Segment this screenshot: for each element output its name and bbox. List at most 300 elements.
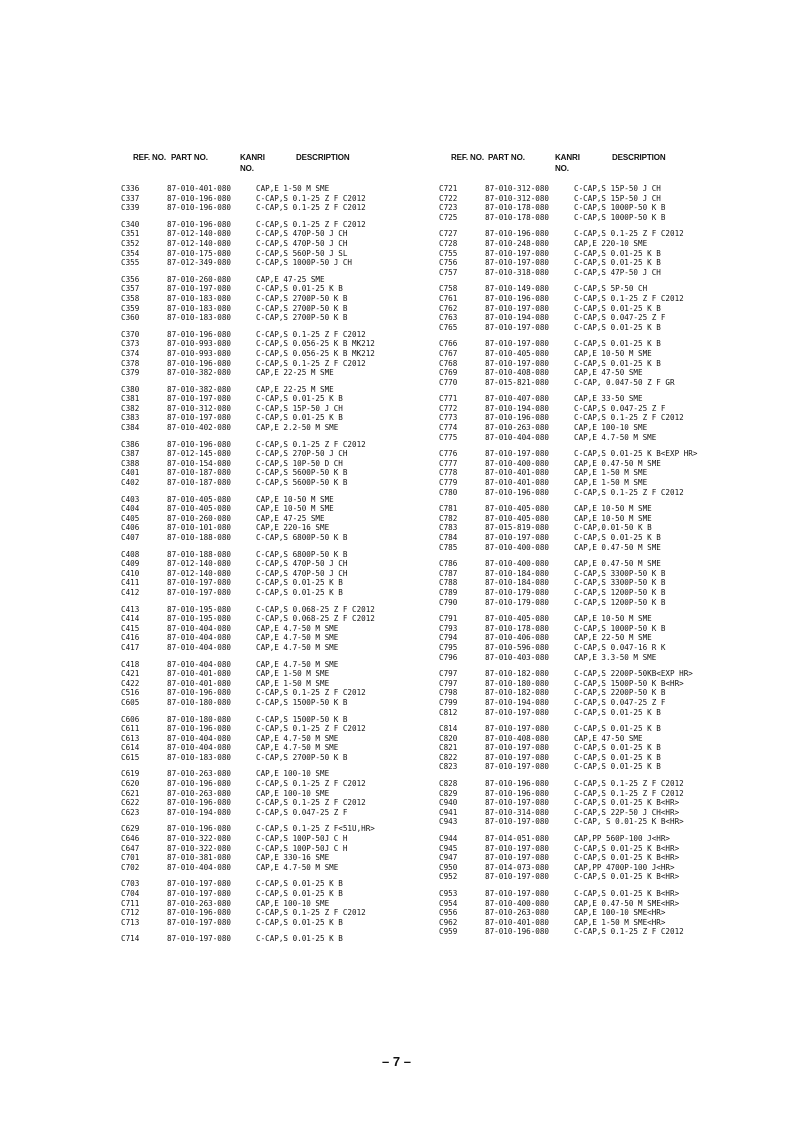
part-no: 87-010-404-080 bbox=[167, 633, 232, 643]
description: CAP,E 1-50 M SME bbox=[574, 468, 648, 478]
part-no: 87-010-179-080 bbox=[485, 597, 550, 607]
description: C-CAP,S 0.047-25 Z F bbox=[256, 807, 348, 817]
parts-row bbox=[121, 284, 451, 294]
parts-row bbox=[121, 504, 451, 514]
part-no: 87-010-196-080 bbox=[167, 203, 232, 213]
ref-no: C791 bbox=[439, 614, 458, 624]
description: C-CAP,S 15P-50 J CH bbox=[574, 184, 661, 193]
ref-no: C611 bbox=[121, 724, 140, 734]
ref-no: C381 bbox=[121, 394, 140, 404]
parts-row bbox=[439, 323, 769, 333]
parts-row bbox=[439, 834, 769, 844]
parts-row bbox=[439, 468, 769, 478]
part-no: 87-010-197-080 bbox=[485, 358, 550, 368]
parts-group bbox=[121, 385, 451, 433]
description: C-CAP,S 0.01-25 K B bbox=[574, 752, 661, 762]
kanri-no-header-line2: NO. bbox=[240, 164, 254, 173]
part-no: 87-010-188-080 bbox=[167, 533, 232, 542]
part-no: 87-010-197-080 bbox=[485, 303, 550, 313]
description: C-CAP,S 0.1-25 Z F C2012 bbox=[574, 487, 684, 497]
part-no: 87-010-401-080 bbox=[167, 669, 232, 679]
ref-no: C798 bbox=[439, 688, 458, 698]
parts-group bbox=[121, 715, 451, 763]
part-no: 87-010-101-080 bbox=[167, 523, 232, 533]
part-no: 87-010-408-080 bbox=[485, 368, 550, 378]
description: C-CAP,S 100P-50J C H bbox=[256, 834, 348, 844]
description: C-CAP,S 1000P-50 K B bbox=[574, 203, 666, 213]
part-no: 87-010-196-080 bbox=[485, 927, 550, 937]
ref-no: C945 bbox=[439, 843, 458, 853]
parts-row bbox=[121, 808, 451, 818]
ref-no: C646 bbox=[121, 834, 140, 844]
ref-no: C778 bbox=[439, 468, 458, 478]
ref-no: C797 bbox=[439, 669, 458, 679]
description: C-CAP,S 1200P-50 K B bbox=[574, 587, 666, 597]
description: C-CAP,S 0.01-25 K B bbox=[574, 533, 661, 542]
ref-no: C711 bbox=[121, 898, 140, 908]
parts-row bbox=[121, 715, 451, 725]
parts-row bbox=[439, 853, 769, 863]
ref-no: C814 bbox=[439, 724, 458, 734]
ref-no: C355 bbox=[121, 258, 140, 268]
part-no: 87-010-183-080 bbox=[167, 303, 232, 313]
part-no: 87-010-197-080 bbox=[167, 889, 232, 898]
description: C-CAP,S 0.01-25 K B<HR> bbox=[574, 843, 680, 853]
ref-no: C773 bbox=[439, 413, 458, 423]
part-no: 87-010-197-080 bbox=[485, 843, 550, 853]
description: C-CAP,S 15P-50 J CH bbox=[574, 193, 661, 203]
ref-no: C789 bbox=[439, 587, 458, 597]
ref-no: C340 bbox=[121, 219, 140, 229]
part-no: 87-010-405-080 bbox=[167, 494, 232, 504]
parts-group bbox=[439, 449, 769, 497]
parts-row bbox=[121, 769, 451, 779]
ref-no: C757 bbox=[439, 267, 458, 277]
part-no: 87-010-188-080 bbox=[167, 549, 232, 559]
description: C-CAP,S 270P-50 J CH bbox=[256, 449, 348, 459]
part-no: 87-010-260-080 bbox=[167, 513, 232, 523]
ref-no: C413 bbox=[121, 604, 140, 614]
parts-row bbox=[121, 934, 451, 944]
ref-no: C516 bbox=[121, 688, 140, 698]
description: C-CAP,S 0.01-25 K B bbox=[574, 322, 661, 332]
ref-no: C947 bbox=[439, 853, 458, 863]
part-no: 87-010-182-080 bbox=[485, 688, 550, 698]
ref-no: C356 bbox=[121, 274, 140, 284]
ref-no: C402 bbox=[121, 478, 140, 488]
part-no: 87-010-183-080 bbox=[167, 752, 232, 762]
parts-row bbox=[439, 404, 769, 414]
ref-no: C772 bbox=[439, 403, 458, 413]
parts-row bbox=[121, 478, 451, 488]
ref-no: C782 bbox=[439, 513, 458, 523]
ref-no: C357 bbox=[121, 284, 140, 294]
parts-row bbox=[121, 824, 451, 834]
parts-row bbox=[439, 908, 769, 918]
part-no: 87-010-401-080 bbox=[167, 184, 232, 193]
ref-no: C351 bbox=[121, 229, 140, 239]
part-no: 87-010-404-080 bbox=[167, 623, 232, 633]
parts-row bbox=[121, 203, 451, 213]
part-no: 87-010-187-080 bbox=[167, 468, 232, 478]
ref-no: C621 bbox=[121, 788, 140, 798]
description: C-CAP,S 0.068-25 Z F C2012 bbox=[256, 604, 375, 614]
parts-row bbox=[439, 304, 769, 314]
ref-no: C622 bbox=[121, 798, 140, 808]
ref-no: C613 bbox=[121, 733, 140, 743]
parts-row bbox=[439, 698, 769, 708]
parts-row bbox=[121, 863, 451, 873]
parts-row bbox=[439, 633, 769, 643]
part-no: 87-010-197-080 bbox=[167, 934, 232, 944]
parts-group bbox=[121, 879, 451, 927]
part-no: 87-010-182-080 bbox=[485, 669, 550, 679]
description: C-CAP,S 0.01-25 K B bbox=[574, 258, 661, 268]
description: CAP,E 4.7-50 M SME bbox=[574, 432, 657, 442]
ref-no: C408 bbox=[121, 549, 140, 559]
parts-row bbox=[439, 543, 769, 553]
parts-row bbox=[439, 918, 769, 928]
description: C-CAP,S 1500P-50 K B bbox=[256, 697, 348, 707]
parts-list-left bbox=[121, 184, 451, 951]
part-no: 87-010-404-080 bbox=[167, 733, 232, 743]
description: C-CAP,S 1200P-50 K B bbox=[574, 597, 666, 607]
parts-group bbox=[439, 834, 769, 882]
parts-row bbox=[439, 229, 769, 239]
description: CAP,E 330-16 SME bbox=[256, 853, 330, 863]
part-no: 87-010-382-080 bbox=[167, 384, 232, 394]
part-no: 87-010-197-080 bbox=[167, 917, 232, 927]
part-no: 87-010-196-080 bbox=[485, 293, 550, 303]
parts-row bbox=[121, 624, 451, 634]
description: C-CAP,S 1500P-50 K B bbox=[256, 714, 348, 724]
description: C-CAP,S 0.1-25 Z F C2012 bbox=[256, 908, 366, 918]
description: C-CAP,S 470P-50 J CH bbox=[256, 229, 348, 239]
ref-no: C794 bbox=[439, 633, 458, 643]
part-no: 87-010-312-080 bbox=[485, 184, 550, 193]
description: C-CAP,S 2700P-50 K B bbox=[256, 293, 348, 303]
parts-row bbox=[439, 213, 769, 223]
parts-group bbox=[121, 440, 451, 488]
kanri-no-header-line1: KANRI bbox=[240, 153, 265, 162]
ref-no: C725 bbox=[439, 212, 458, 222]
part-no: 87-010-197-080 bbox=[167, 284, 232, 294]
description: CAP,E 4.7-50 M SME bbox=[256, 659, 339, 669]
description: CAP,E 100-10 SME bbox=[256, 769, 330, 779]
ref-no: C384 bbox=[121, 423, 140, 433]
ref-no: C770 bbox=[439, 377, 458, 387]
description: C-CAP,S 0.01-25 K B<HR> bbox=[574, 853, 680, 863]
parts-row bbox=[121, 834, 451, 844]
part-no: 87-010-263-080 bbox=[167, 769, 232, 779]
description: C-CAP,S 3300P-50 K B bbox=[574, 568, 666, 578]
parts-row bbox=[121, 294, 451, 304]
description: C-CAP,S 0.01-25 K B bbox=[574, 724, 661, 734]
part-no: 87-010-196-080 bbox=[167, 724, 232, 734]
ref-no: C615 bbox=[121, 752, 140, 762]
ref-no: C823 bbox=[439, 762, 458, 772]
description: C-CAP,S 0.01-25 K B bbox=[256, 934, 343, 944]
parts-row bbox=[121, 194, 451, 204]
description: C-CAP,S 2700P-50 K B bbox=[256, 752, 348, 762]
parts-row bbox=[439, 359, 769, 369]
part-no: 87-010-401-080 bbox=[167, 678, 232, 688]
ref-no: C954 bbox=[439, 898, 458, 908]
parts-row bbox=[439, 249, 769, 259]
part-no: 87-010-400-080 bbox=[485, 559, 550, 569]
parts-row bbox=[439, 184, 769, 194]
part-no: 87-010-187-080 bbox=[167, 478, 232, 488]
parts-row bbox=[439, 488, 769, 498]
description: C-CAP,S 0.01-25 K B bbox=[256, 917, 343, 927]
parts-group bbox=[121, 550, 451, 598]
ref-no: C762 bbox=[439, 303, 458, 313]
part-no: 87-010-197-080 bbox=[485, 798, 550, 808]
part-no: 87-015-821-080 bbox=[485, 377, 550, 387]
parts-row bbox=[121, 753, 451, 763]
parts-group bbox=[121, 495, 451, 543]
description: C-CAP,S 5P-50 CH bbox=[574, 284, 648, 294]
parts-row bbox=[439, 413, 769, 423]
description: CAP,E 100-10 SME bbox=[256, 898, 330, 908]
ref-no: C703 bbox=[121, 879, 140, 889]
parts-row bbox=[439, 459, 769, 469]
parts-row bbox=[121, 339, 451, 349]
ref-no: C953 bbox=[439, 889, 458, 898]
parts-row bbox=[439, 523, 769, 533]
parts-group bbox=[121, 184, 451, 213]
ref-no: C769 bbox=[439, 368, 458, 378]
description: C-CAP,S 0.1-25 Z F C2012 bbox=[256, 203, 366, 213]
parts-row bbox=[121, 313, 451, 323]
part-no: 87-010-197-080 bbox=[485, 817, 550, 827]
parts-group bbox=[439, 889, 769, 937]
ref-no: C403 bbox=[121, 494, 140, 504]
ref-no: C406 bbox=[121, 523, 140, 533]
description: C-CAP,S 0.01-25 K B<EXP HR> bbox=[574, 449, 698, 459]
parts-row bbox=[121, 844, 451, 854]
ref-no: C727 bbox=[439, 229, 458, 239]
description: C-CAP,S 0.1-25 Z F C2012 bbox=[574, 779, 684, 789]
parts-row bbox=[439, 789, 769, 799]
parts-row bbox=[439, 194, 769, 204]
description: C-CAP,S 10P-50 D CH bbox=[256, 458, 343, 468]
description: C-CAP,S 560P-50 J SL bbox=[256, 248, 348, 258]
ref-no: C421 bbox=[121, 669, 140, 679]
description: C-CAP,S 0.01-25 K B bbox=[256, 578, 343, 588]
part-no: 87-010-196-080 bbox=[167, 439, 232, 449]
ref-no: C415 bbox=[121, 623, 140, 633]
ref-no: C339 bbox=[121, 203, 140, 213]
part-no: 87-010-197-080 bbox=[167, 578, 232, 588]
ref-no: C943 bbox=[439, 817, 458, 827]
parts-group bbox=[121, 934, 451, 944]
ref-no: C776 bbox=[439, 449, 458, 459]
description: CAP,E 1-50 M SME<HR> bbox=[574, 917, 666, 927]
description: CAP,E 1-50 M SME bbox=[574, 478, 648, 488]
description: CAP,PP 4700P-100 J<HR> bbox=[574, 862, 675, 872]
parts-row bbox=[439, 449, 769, 459]
description: CAP,E 47-50 SME bbox=[574, 733, 643, 743]
ref-no-header: REF. NO. bbox=[451, 153, 484, 162]
description: C-CAP,S 0.056-25 K B MK212 bbox=[256, 339, 375, 349]
ref-no: C761 bbox=[439, 293, 458, 303]
part-no: 87-010-404-080 bbox=[167, 659, 232, 669]
description: CAP,E 1-50 M SME bbox=[256, 678, 330, 688]
description: CAP,E 10-50 M SME bbox=[256, 494, 334, 504]
description: CAP,E 220-16 SME bbox=[256, 523, 330, 533]
parts-row bbox=[439, 368, 769, 378]
ref-no: C799 bbox=[439, 697, 458, 707]
description: C-CAP,S 0.1-25 Z F C2012 bbox=[256, 724, 366, 734]
parts-row bbox=[439, 569, 769, 579]
ref-no: C790 bbox=[439, 597, 458, 607]
parts-row bbox=[439, 514, 769, 524]
part-no: 87-010-405-080 bbox=[485, 348, 550, 358]
ref-no: C713 bbox=[121, 917, 140, 927]
description: C-CAP,S 0.047-25 Z F bbox=[574, 697, 666, 707]
kanri-no-header-line1: KANRI bbox=[555, 153, 580, 162]
parts-row bbox=[121, 275, 451, 285]
description: C-CAP,S 0.01-25 K B bbox=[574, 358, 661, 368]
parts-group bbox=[121, 330, 451, 378]
description: C-CAP,S 2200P-50KB<EXP HR> bbox=[574, 669, 693, 679]
parts-group bbox=[439, 724, 769, 772]
description: C-CAP,S 0.01-25 K B bbox=[256, 394, 343, 404]
ref-no: C956 bbox=[439, 908, 458, 918]
ref-no: C620 bbox=[121, 779, 140, 789]
parts-row bbox=[439, 653, 769, 663]
part-no: 87-010-197-080 bbox=[485, 724, 550, 734]
description: C-CAP,S 0.01-25 K B bbox=[574, 743, 661, 753]
parts-row bbox=[121, 679, 451, 689]
description: C-CAP,S 0.01-25 K B bbox=[256, 284, 343, 294]
part-no: 87-012-140-080 bbox=[167, 559, 232, 569]
parts-row bbox=[121, 514, 451, 524]
parts-row bbox=[439, 614, 769, 624]
part-no: 87-010-197-080 bbox=[485, 752, 550, 762]
description: C-CAP,S 0.1-25 Z F C2012 bbox=[256, 219, 366, 229]
description: CAP,E 4.7-50 M SME bbox=[256, 623, 339, 633]
description: C-CAP,S 0.068-25 Z F C2012 bbox=[256, 614, 375, 624]
ref-no: C704 bbox=[121, 889, 140, 898]
description: C-CAP,S 0.01-25 K B<HR> bbox=[574, 872, 680, 882]
description: C-CAP,S 0.1-25 Z F C2012 bbox=[256, 688, 366, 698]
part-no: 87-010-175-080 bbox=[167, 248, 232, 258]
parts-row bbox=[439, 872, 769, 882]
description: C-CAP,S 0.1-25 Z F C2012 bbox=[256, 779, 366, 789]
part-no: 87-012-140-080 bbox=[167, 229, 232, 239]
description: C-CAP,S 0.01-25 K B bbox=[574, 248, 661, 258]
ref-no: C728 bbox=[439, 238, 458, 248]
parts-row bbox=[121, 605, 451, 615]
description: CAP,E 10-50 M SME bbox=[574, 348, 652, 358]
description: C-CAP,S 0.1-25 Z F<51U,HR> bbox=[256, 824, 375, 834]
parts-row bbox=[121, 220, 451, 230]
parts-row bbox=[121, 899, 451, 909]
ref-no: C788 bbox=[439, 578, 458, 588]
ref-no: C404 bbox=[121, 504, 140, 514]
description: C-CAP,S 0.01-25 K B bbox=[574, 303, 661, 313]
part-no: 87-010-196-080 bbox=[167, 908, 232, 918]
description: CAP,E 4.7-50 M SME bbox=[256, 743, 339, 753]
description: CAP,E 4.7-50 M SME bbox=[256, 733, 339, 743]
parts-row bbox=[121, 523, 451, 533]
part-no: 87-010-197-080 bbox=[167, 413, 232, 423]
description: CAP,E 10-50 M SME bbox=[574, 513, 652, 523]
description: CAP,E 22-50 M SME bbox=[574, 633, 652, 643]
parts-row bbox=[439, 899, 769, 909]
ref-no: C721 bbox=[439, 184, 458, 193]
parts-row bbox=[121, 239, 451, 249]
description: C-CAP, S 0.01-25 K B<HR> bbox=[574, 817, 684, 827]
part-no: 87-010-405-080 bbox=[485, 504, 550, 514]
part-no: 87-010-400-080 bbox=[485, 898, 550, 908]
part-no: 87-010-401-080 bbox=[485, 468, 550, 478]
part-no-header: PART NO. bbox=[171, 153, 208, 162]
description: C-CAP,S 1500P-50 K B<HR> bbox=[574, 678, 684, 688]
ref-no: C374 bbox=[121, 348, 140, 358]
part-no: 87-010-196-080 bbox=[167, 329, 232, 339]
parts-row bbox=[439, 394, 769, 404]
part-no: 87-010-197-080 bbox=[485, 322, 550, 332]
ref-no: C401 bbox=[121, 468, 140, 478]
parts-row bbox=[121, 550, 451, 560]
parts-row bbox=[121, 633, 451, 643]
parts-row bbox=[121, 660, 451, 670]
parts-row bbox=[121, 569, 451, 579]
ref-no: C410 bbox=[121, 568, 140, 578]
part-no: 87-010-197-080 bbox=[485, 339, 550, 349]
ref-no: C821 bbox=[439, 743, 458, 753]
parts-row bbox=[121, 798, 451, 808]
part-no: 87-010-196-080 bbox=[167, 219, 232, 229]
ref-no: C771 bbox=[439, 394, 458, 404]
description: C-CAP,0.01-50 K B bbox=[574, 523, 652, 533]
part-no: 87-014-073-080 bbox=[485, 862, 550, 872]
part-no: 87-010-197-080 bbox=[485, 533, 550, 542]
description: CAP,E 22-25 M SME bbox=[256, 384, 334, 394]
description: C-CAP,S 6800P-50 K B bbox=[256, 533, 348, 542]
description: C-CAP,S 0.01-25 K B<HR> bbox=[574, 889, 680, 898]
parts-group bbox=[439, 339, 769, 387]
description: C-CAP,S 470P-50 J CH bbox=[256, 559, 348, 569]
part-no: 87-010-197-080 bbox=[485, 889, 550, 898]
ref-no: C701 bbox=[121, 853, 140, 863]
parts-row bbox=[121, 698, 451, 708]
ref-no: C388 bbox=[121, 458, 140, 468]
description: C-CAP,S 0.1-25 Z F C2012 bbox=[574, 927, 684, 937]
part-no: 87-010-318-080 bbox=[485, 267, 550, 277]
parts-group bbox=[121, 605, 451, 653]
part-no: 87-010-196-080 bbox=[485, 779, 550, 789]
ref-no: C784 bbox=[439, 533, 458, 542]
parts-row bbox=[121, 449, 451, 459]
parts-row bbox=[121, 249, 451, 259]
parts-row bbox=[439, 724, 769, 734]
part-no: 87-010-154-080 bbox=[167, 458, 232, 468]
parts-row bbox=[121, 349, 451, 359]
part-no: 87-010-183-080 bbox=[167, 313, 232, 323]
part-no: 87-010-381-080 bbox=[167, 853, 232, 863]
part-no: 87-010-322-080 bbox=[167, 843, 232, 853]
part-no: 87-010-263-080 bbox=[485, 423, 550, 433]
part-no: 87-010-400-080 bbox=[485, 542, 550, 552]
parts-row bbox=[121, 588, 451, 598]
description: CAP,E 100-10 SME<HR> bbox=[574, 908, 666, 918]
part-no: 87-010-400-080 bbox=[485, 458, 550, 468]
parts-row bbox=[121, 440, 451, 450]
